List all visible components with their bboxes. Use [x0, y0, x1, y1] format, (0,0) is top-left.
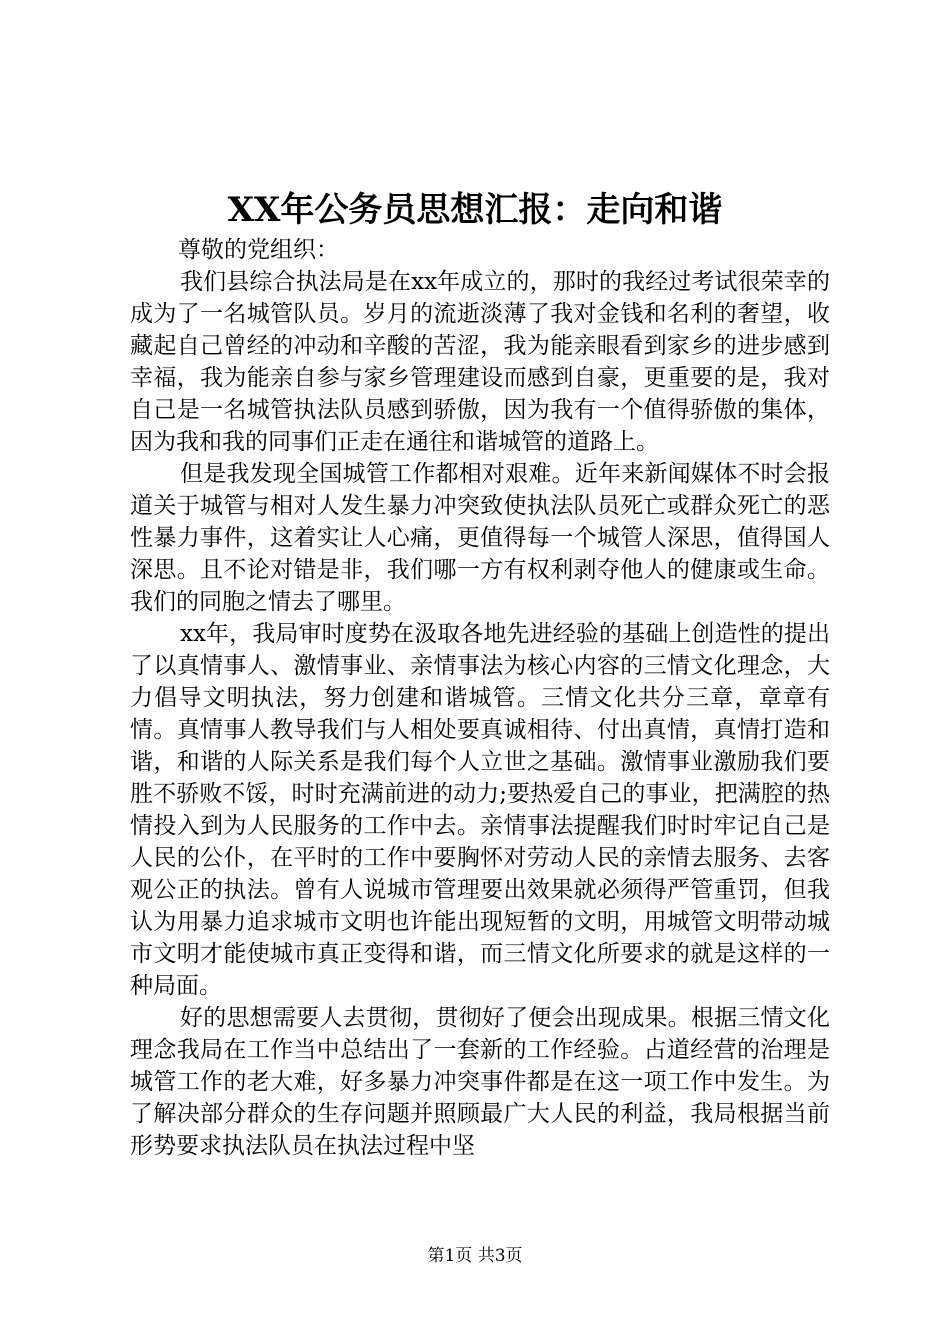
salutation: 尊敬的党组织： — [178, 237, 339, 263]
paragraph-4: 好的思想需要人去贯彻，贯彻好了便会出现成果。根据三情文化理念我局在工作当中总结出了一套新的工作经验。占道经营的治理是城管工作的老大难，好多暴力冲突事件都是在这一项工作中发生。为了解决部分群众的生存问题并照顾最广大人民的利益，我局根据当前形势要求执法队员在执法过程中坚 — [130, 1005, 830, 1159]
page-number-footer: 第1页 共3页 — [427, 1246, 523, 1266]
paragraph-3: xx年，我局审时度势在汲取各地先进经验的基础上创造性的提出了以真情事人、激情事业、亲情事法为核心内容的三情文化理念，大力倡导文明执法，努力创建和谐城管。三情文化共分三章，章章有情。真情事人教导我们与人相处要真诚相待、付出真情，真情打造和谐，和谐的人际关系是我们每个人立世之基础。激情事业激励我们要胜不骄败不馁，时时充满前进的动力;要热爱自己的事业，把满腔的热情投入到为人民服务的工作中去。亲情事法提醒我们时时牢记自己是人民的公仆，在平时的工作中要胸怀对劳动人民的亲情去服务、去客观公正的执法。曾有人说城市管理要出效果就必须得严管重罚，但我认为用暴力追求城市文明也许能出现短暂的文明，用城管文明带动城市文明才能使城市真正变得和谐，而三情文化所要求的就是这样的一种局面。 — [130, 621, 830, 999]
paragraph-2: 但是我发现全国城管工作都相对艰难。近年来新闻媒体不时会报道关于城管与相对人发生暴力冲突致使执法队员死亡或群众死亡的恶性暴力事件，这着实让人心痛，更值得每一个城管人深思，值得国人深思。且不论对错是非，我们哪一方有权利剥夺他人的健康或生命。我们的同胞之情去了哪里。 — [130, 461, 830, 615]
document-body — [130, 234, 830, 1162]
paragraph-1: 我们县综合执法局是在xx年成立的，那时的我经过考试很荣幸的成为了一名城管队员。岁月的流逝淡薄了我对金钱和名利的奢望，收藏起自己曾经的冲动和辛酸的苦涩，我为能亲眼看到家乡的进步感到幸福，我为能亲自参与家乡管理建设而感到自豪，更重要的是，我对自己是一名城管执法队员感到骄傲，因为我有一个值得骄傲的集体，因为我和我的同事们正走在通往和谐城管的道路上。 — [130, 269, 830, 455]
document-title: XX年公务员思想汇报：走向和谐 — [227, 190, 723, 230]
